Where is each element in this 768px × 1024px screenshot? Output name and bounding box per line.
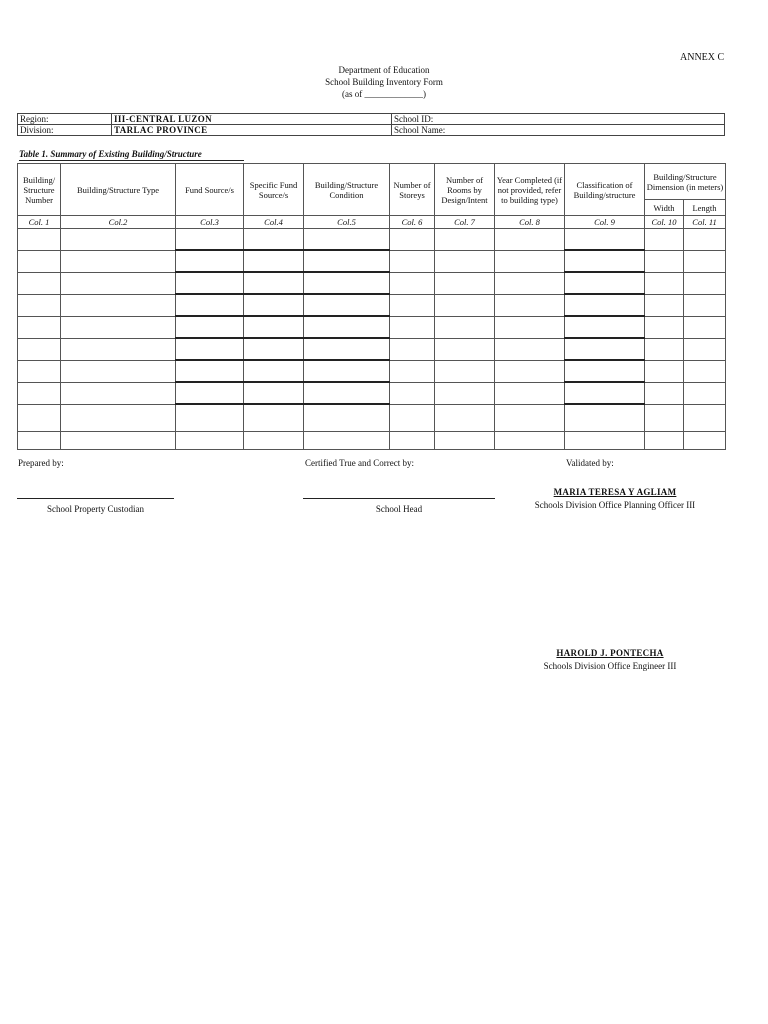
table-cell[interactable] <box>304 272 390 294</box>
header-condition: Building/Structure Condition <box>304 164 390 216</box>
table-cell[interactable] <box>645 404 684 432</box>
table-cell[interactable] <box>684 432 726 450</box>
header-fund-source: Fund Source/s <box>176 164 244 216</box>
table-cell[interactable] <box>304 316 390 338</box>
header-length: Length <box>684 200 726 216</box>
table-cell[interactable] <box>495 250 565 272</box>
table-cell[interactable] <box>176 316 244 338</box>
table-cell[interactable] <box>18 272 61 294</box>
table-cell[interactable] <box>435 432 495 450</box>
table-cell[interactable] <box>18 338 61 360</box>
table-cell[interactable] <box>244 250 304 272</box>
table-cell[interactable] <box>244 404 304 432</box>
head-signature-line[interactable] <box>303 498 495 499</box>
header-year-completed: Year Completed (if not provided, refer to building type) <box>495 164 565 216</box>
prepared-by-label: Prepared by: <box>18 458 64 468</box>
table-row <box>18 360 726 382</box>
table-cell[interactable] <box>18 229 61 251</box>
table-cell[interactable] <box>176 360 244 382</box>
table-cell[interactable] <box>435 294 495 316</box>
table-cell[interactable] <box>18 316 61 338</box>
table-cell[interactable] <box>565 404 645 432</box>
head-title: School Head <box>375 504 423 514</box>
table-cell[interactable] <box>565 382 645 404</box>
table-cell[interactable] <box>435 338 495 360</box>
table-cell[interactable] <box>645 294 684 316</box>
validator1-title: Schools Division Office Planning Officer III <box>534 500 696 510</box>
certified-by-label: Certified True and Correct by: <box>305 458 414 468</box>
table-cell[interactable] <box>176 250 244 272</box>
col-label: Col. 11 <box>684 216 726 229</box>
validator2-title: Schools Division Office Engineer III <box>543 661 677 671</box>
table-cell[interactable] <box>390 360 435 382</box>
table-cell[interactable] <box>645 360 684 382</box>
table-cell[interactable] <box>390 229 435 251</box>
header-specific-fund-source: Specific Fund Source/s <box>244 164 304 216</box>
col-label: Col. 9 <box>565 216 645 229</box>
table-row <box>18 294 726 316</box>
table-cell[interactable] <box>244 382 304 404</box>
header-width: Width <box>645 200 684 216</box>
table-cell[interactable] <box>390 432 435 450</box>
table-cell[interactable] <box>390 404 435 432</box>
region-value[interactable]: III-CENTRAL LUZON <box>112 114 392 125</box>
table-cell[interactable] <box>390 382 435 404</box>
table-cell[interactable] <box>176 404 244 432</box>
table-cell[interactable] <box>645 382 684 404</box>
table-cell[interactable] <box>684 272 726 294</box>
table-cell[interactable] <box>61 432 176 450</box>
table-cell[interactable] <box>435 272 495 294</box>
table-cell[interactable] <box>495 229 565 251</box>
table-cell[interactable] <box>244 294 304 316</box>
col-label: Col. 6 <box>390 216 435 229</box>
table-cell[interactable] <box>390 294 435 316</box>
header-dimension: Building/Structure Dimension (in meters) <box>645 164 726 200</box>
col-label: Col. 7 <box>435 216 495 229</box>
table-cell[interactable] <box>495 360 565 382</box>
table-cell[interactable] <box>565 432 645 450</box>
table-cell[interactable] <box>435 229 495 251</box>
table-row <box>18 316 726 338</box>
header-storeys: Number of Storeys <box>390 164 435 216</box>
table-row <box>18 432 726 450</box>
table-cell[interactable] <box>176 382 244 404</box>
table-cell[interactable] <box>18 404 61 432</box>
table-cell[interactable] <box>495 404 565 432</box>
table-cell[interactable] <box>244 272 304 294</box>
table-cell[interactable] <box>304 360 390 382</box>
division-value[interactable]: TARLAC PROVINCE <box>112 125 392 136</box>
table-cell[interactable] <box>244 229 304 251</box>
table-cell[interactable] <box>435 382 495 404</box>
table-cell[interactable] <box>244 338 304 360</box>
table-cell[interactable] <box>565 250 645 272</box>
table-cell[interactable] <box>176 432 244 450</box>
table-cell[interactable] <box>18 382 61 404</box>
table-cell[interactable] <box>304 250 390 272</box>
table-cell[interactable] <box>645 316 684 338</box>
table-cell[interactable] <box>565 229 645 251</box>
table-row <box>18 272 726 294</box>
table-cell[interactable] <box>435 316 495 338</box>
table-row <box>18 404 726 432</box>
col-label: Col.3 <box>176 216 244 229</box>
school-id-field[interactable]: School ID: <box>392 114 725 125</box>
table-row <box>18 229 726 251</box>
table-cell[interactable] <box>244 360 304 382</box>
table-cell[interactable] <box>645 338 684 360</box>
table-row <box>18 250 726 272</box>
table-cell[interactable] <box>645 432 684 450</box>
table-cell[interactable] <box>645 272 684 294</box>
custodian-title: School Property Custodian <box>47 504 144 514</box>
table-cell[interactable] <box>61 338 176 360</box>
table-cell[interactable] <box>495 294 565 316</box>
table-cell[interactable] <box>435 404 495 432</box>
table-cell[interactable] <box>565 360 645 382</box>
table-cell[interactable] <box>495 316 565 338</box>
header-classification: Classification of Building/structure <box>565 164 645 216</box>
table-cell[interactable] <box>684 338 726 360</box>
table-cell[interactable] <box>61 229 176 251</box>
table-cell[interactable] <box>565 272 645 294</box>
table-cell[interactable] <box>61 250 176 272</box>
table-cell[interactable] <box>684 316 726 338</box>
table-cell[interactable] <box>61 316 176 338</box>
table-cell[interactable] <box>390 316 435 338</box>
header-rooms: Number of Rooms by Design/Intent <box>435 164 495 216</box>
table-row <box>18 382 726 404</box>
building-inventory-table <box>17 163 726 450</box>
table-cell[interactable] <box>390 272 435 294</box>
table-cell[interactable] <box>244 432 304 450</box>
col-label: Col. 8 <box>495 216 565 229</box>
table-cell[interactable] <box>304 432 390 450</box>
table-cell[interactable] <box>390 250 435 272</box>
table-cell[interactable] <box>565 338 645 360</box>
table-cell[interactable] <box>304 229 390 251</box>
table-cell[interactable] <box>684 250 726 272</box>
table-cell[interactable] <box>304 404 390 432</box>
school-name-field[interactable]: School Name: <box>392 125 725 136</box>
table-cell[interactable] <box>495 338 565 360</box>
table-cell[interactable] <box>684 360 726 382</box>
table-cell[interactable] <box>435 360 495 382</box>
table-cell[interactable] <box>176 229 244 251</box>
table-cell[interactable] <box>61 404 176 432</box>
table-cell[interactable] <box>304 294 390 316</box>
region-label: Region: <box>18 114 112 125</box>
validated-by-label: Validated by: <box>566 458 614 468</box>
table-cell[interactable] <box>18 432 61 450</box>
table-cell[interactable] <box>176 338 244 360</box>
table-cell[interactable] <box>61 382 176 404</box>
department-title: Department of Education <box>338 65 430 75</box>
table-cell[interactable] <box>61 360 176 382</box>
table-cell[interactable] <box>684 229 726 251</box>
table-title: Table 1. Summary of Existing Building/Structure <box>19 149 244 161</box>
table-cell[interactable] <box>435 250 495 272</box>
table-cell[interactable] <box>18 250 61 272</box>
form-title: School Building Inventory Form <box>325 77 443 87</box>
table-cell[interactable] <box>684 404 726 432</box>
table-cell[interactable] <box>565 294 645 316</box>
table-cell[interactable] <box>304 338 390 360</box>
table-row <box>18 338 726 360</box>
validator1-name: MARIA TERESA Y AGLIAM <box>553 487 677 497</box>
table-cell[interactable] <box>61 294 176 316</box>
col-label: Col.2 <box>61 216 176 229</box>
table-cell[interactable] <box>684 382 726 404</box>
table-cell[interactable] <box>176 272 244 294</box>
table-cell[interactable] <box>645 250 684 272</box>
table-cell[interactable] <box>684 294 726 316</box>
table-cell[interactable] <box>244 316 304 338</box>
table-cell[interactable] <box>304 382 390 404</box>
annex-label: ANNEX C <box>680 52 725 63</box>
col-label: Col.5 <box>304 216 390 229</box>
table-cell[interactable] <box>176 294 244 316</box>
header-building-number: Building/ Structure Number <box>18 164 61 216</box>
table-cell[interactable] <box>645 229 684 251</box>
validator2-name: HAROLD J. PONTECHA <box>556 648 664 658</box>
table-cell[interactable] <box>495 382 565 404</box>
table-cell[interactable] <box>495 432 565 450</box>
table-cell[interactable] <box>390 338 435 360</box>
table-cell[interactable] <box>495 272 565 294</box>
col-label: Col.4 <box>244 216 304 229</box>
table-cell[interactable] <box>61 272 176 294</box>
division-label: Division: <box>18 125 112 136</box>
header-building-type: Building/Structure Type <box>61 164 176 216</box>
table-body <box>18 229 726 450</box>
custodian-signature-line[interactable] <box>17 498 174 499</box>
as-of-date: (as of _____________) <box>342 89 426 99</box>
table-cell[interactable] <box>18 360 61 382</box>
col-label: Col. 10 <box>645 216 684 229</box>
col-label: Col. 1 <box>18 216 61 229</box>
table-cell[interactable] <box>18 294 61 316</box>
table-cell[interactable] <box>565 316 645 338</box>
school-info-table <box>17 113 725 136</box>
